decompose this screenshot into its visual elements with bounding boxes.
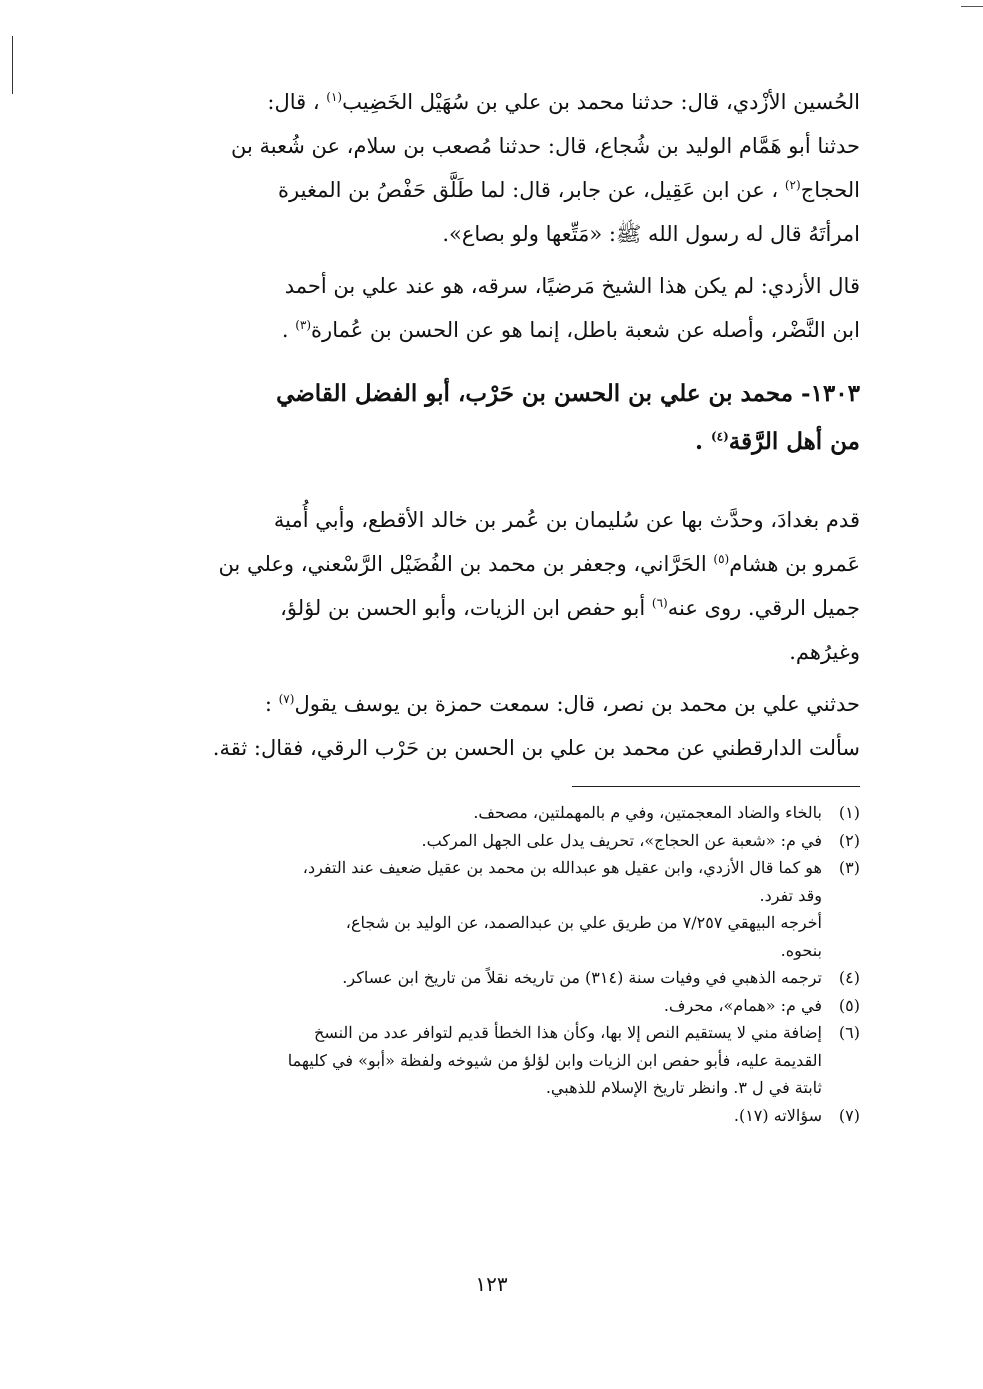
- footnote-ref[interactable]: (٥): [713, 552, 730, 566]
- footnote-number: (٥): [838, 995, 860, 1015]
- footnote-continuation: ثابتة في ل ٣. وانظر تاريخ الإسلام للذهبي.: [545, 1078, 822, 1097]
- footnote-continuation: بنحوه.: [780, 940, 822, 960]
- footnote-text: بالخاء والضاد المعجمتين، وفي م بالمهملتين، مصحف.: [473, 803, 822, 822]
- footnote-4: [142, 964, 860, 992]
- footnote-number: (٤): [838, 968, 860, 987]
- footnote-separator: [572, 786, 860, 787]
- text-line: الحجاج$^{(٢)}$ ، عن ابن عَقِيل، عن جابر، قال: لما طَلَّق حَفْصُ بن المغيرة: [278, 178, 860, 202]
- paragraph-azdi-comment: [142, 264, 860, 352]
- footnote-text: هو كما قال الأزدي، وابن عقيل هو عبدالله بن محمد بن عقيل ضعيف عند التفرد،: [302, 858, 822, 877]
- text-line: حدثني علي بن محمد بن نصر، قال: سمعت حمزة بن يوسف يقول$^{(٧)}$ :: [264, 692, 860, 716]
- footnote-ref[interactable]: (٦): [651, 596, 668, 610]
- heading-line: ١٣٠٣- محمد بن علي بن الحسن بن حَرْب، أبو الفضل القاضي: [276, 380, 860, 407]
- footnote-ref[interactable]: (٣): [295, 318, 312, 332]
- footnote-text: ترجمه الذهبي في وفيات سنة (٣١٤) من تاريخه نقلاً من تاريخ ابن عساكر.: [342, 968, 822, 987]
- heading-line: من أهل الرَّقة$^{(٤)}$ .: [694, 428, 860, 455]
- footnote-continuation: أخرجه البيهقي ٧/٢٥٧ من طريق علي بن عبدالصمد، عن الوليد بن شجاع،: [345, 913, 822, 932]
- footnote-number: (٣): [838, 858, 860, 877]
- footnote-3: [142, 854, 860, 882]
- footnotes-section: [142, 799, 860, 1129]
- footnote-text: في م: «شعبة عن الحجاج»، تحريف يدل على الجهل المركب.: [421, 830, 822, 850]
- paragraph-isnad-1: [142, 80, 860, 256]
- footnote-continuation: وقد تفرد.: [759, 885, 822, 905]
- footnote-text: في م: «همام»، محرف.: [663, 995, 822, 1015]
- scan-edge-mark: [12, 36, 13, 94]
- text-line: وغيرُهم.: [789, 640, 860, 664]
- paragraph-daraqutni: [142, 682, 860, 770]
- page-number: ١٢٣: [475, 1272, 508, 1296]
- text-line: قال الأزدي: لم يكن هذا الشيخ مَرضيًا، سرقه، هو عند علي بن أحمد: [284, 274, 860, 298]
- footnote-number: (٦): [838, 1023, 860, 1042]
- text-line: قدم بغدادَ، وحدَّث بها عن سُليمان بن عُمر بن خالد الأقطع، وأبي أُمية: [273, 508, 860, 532]
- text-line: ابن النَّضْر، وأصله عن شعبة باطل، إنما هو عن الحسن بن عُمارة$^{(٣)}$ .: [281, 318, 860, 342]
- footnote-text: إضافة مني لا يستقيم النص إلا بها، وكأن هذا الخطأ قديم لتوافر عدد من النسخ: [313, 1023, 822, 1042]
- footnote-ref[interactable]: (١): [326, 90, 343, 104]
- footnote-7: [142, 1102, 860, 1130]
- footnote-continuation: القديمة عليه، فأبو حفص ابن الزيات وابن لؤلؤ من شيوخه ولفظة «أبو» في كليهما: [287, 1050, 822, 1070]
- footnote-text: سؤالاته (١٧).: [733, 1105, 822, 1125]
- book-page: [142, 80, 860, 1129]
- text-line: جميل الرقي. روى عنه$^{(٦)}$ أبو حفص ابن الزيات، وأبو الحسن بن لؤلؤ،: [280, 596, 860, 620]
- text-line: حدثنا أبو هَمَّام الوليد بن شُجاع، قال: حدثنا مُصعب بن سلام، عن شُعبة بن: [230, 134, 860, 158]
- footnote-number: (٢): [838, 830, 860, 850]
- footnote-ref[interactable]: (٤): [710, 429, 729, 444]
- entry-heading: [142, 370, 860, 466]
- paragraph-biography: [142, 498, 860, 674]
- footnote-number: (٧): [838, 1105, 860, 1125]
- footnote-ref[interactable]: (٢): [784, 178, 801, 192]
- footnote-number: (١): [838, 803, 860, 822]
- text-line: الحُسين الأزْدي، قال: حدثنا محمد بن علي بن سُهَيْل الخَضِيب$^{(١)}$ ، قال:: [267, 90, 860, 114]
- text-line: عَمرو بن هشام$^{(٥)}$ الحَرَّاني، وجعفر بن محمد بن الفُضَيْل الرَّسْعني، وعلي بن: [218, 552, 860, 576]
- footnote-ref[interactable]: (٧): [278, 692, 295, 706]
- footnote-2: [142, 827, 860, 855]
- text-line: سألت الدارقطني عن محمد بن علي بن الحسن بن حَرْب الرقي، فقال: ثقة.: [212, 736, 860, 760]
- footnote-6: [142, 1019, 860, 1047]
- footnote-1: [142, 799, 860, 827]
- scan-corner-mark: [961, 6, 983, 7]
- text-line: امرأتَهُ قال له رسول الله ﷺ: «مَتِّعها ولو بصاع».: [442, 222, 860, 246]
- footnote-5: [142, 992, 860, 1020]
